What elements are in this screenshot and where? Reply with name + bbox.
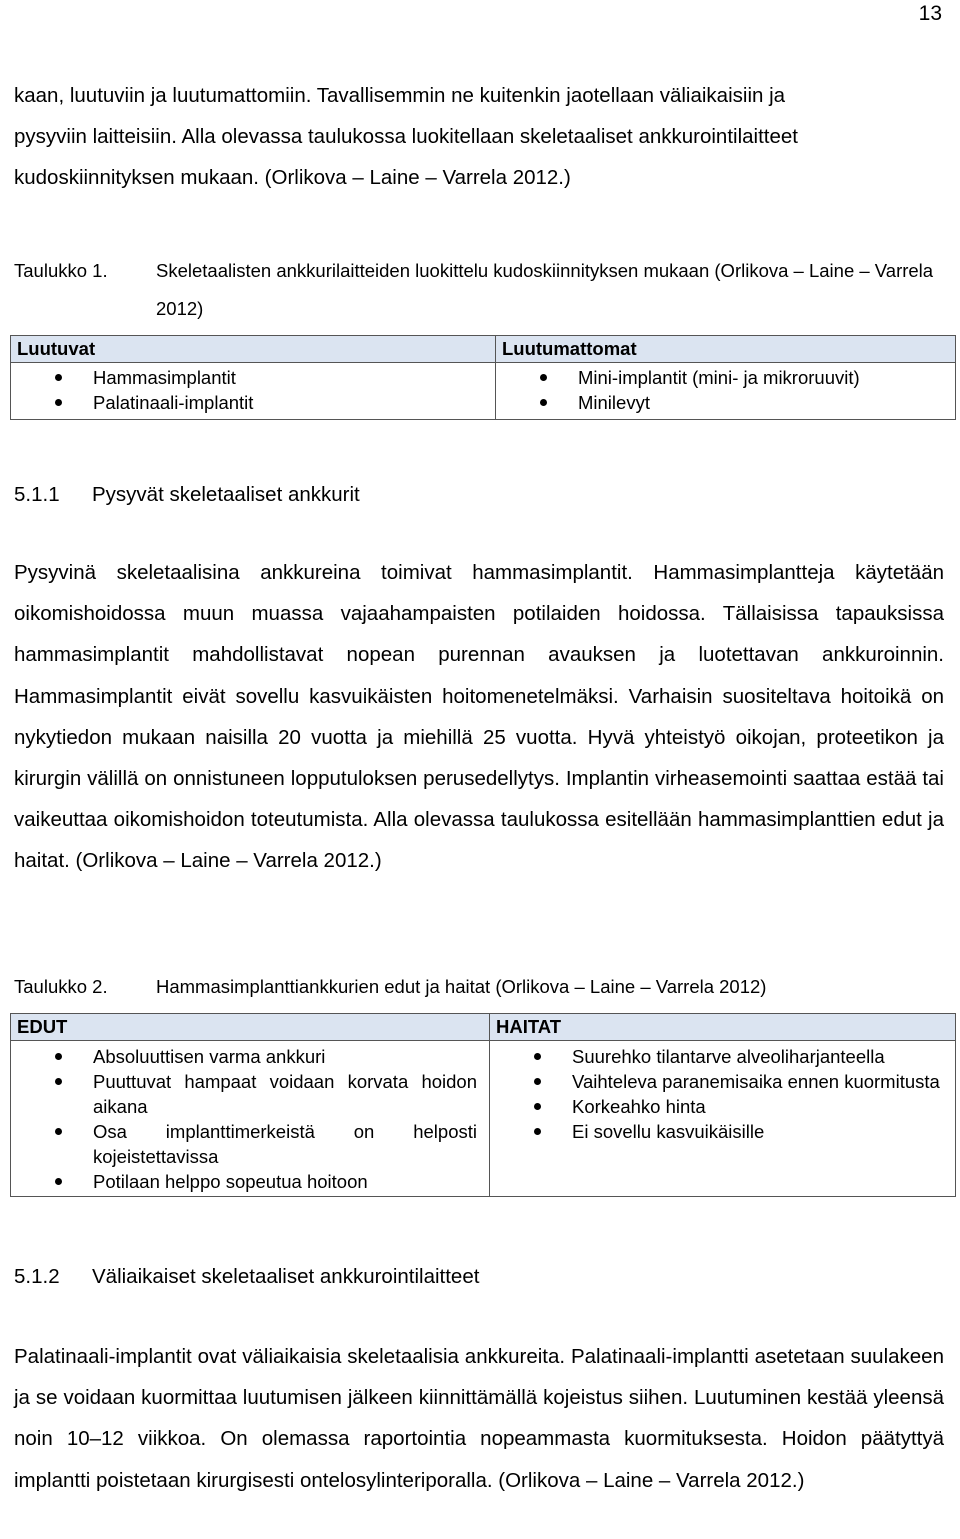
table1-caption (14, 252, 944, 328)
pros-cons-table (10, 1013, 956, 1197)
table1-item: Minilevyt (496, 390, 955, 415)
table1-cell-luutumattomat (496, 363, 956, 420)
table1-header-luutuvat: Luutuvat (11, 336, 496, 363)
table2-item: Ei sovellu kasvuikäisille (490, 1119, 955, 1144)
section-title: Pysyvät skeletaaliset ankkurit (92, 483, 360, 506)
intro-line-2: pysyviin laitteisiin. Alla olevassa taulukossa luokitellaan skeletaaliset ankkurointilaitteet (14, 125, 798, 149)
table2-cell-haitat (490, 1041, 956, 1197)
table2-header-edut: EDUT (11, 1014, 490, 1041)
section-heading-5-1-1 (14, 482, 360, 508)
table1-header-luutumattomat: Luutumattomat (496, 336, 956, 363)
table2-caption (14, 968, 944, 1006)
table1-caption-text: Skeletaalisten ankkurilaitteiden luokittelu kudoskiinnityksen mukaan (Orlikova – Laine – Varrela 2012) (156, 260, 934, 319)
intro-line-1: kaan, luutuviin ja luutumattomiin. Tavallisemmin ne kuitenkin jaotellaan väliaikaisiin ja (14, 84, 786, 107)
section-title: Väliaikaiset skeletaaliset ankkurointilaitteet (92, 1265, 480, 1288)
table2-item: Suurehko tilantarve alveoliharjanteella (490, 1044, 955, 1069)
classification-table (10, 335, 956, 420)
intro-line-3: kudoskiinnityksen mukaan. (Orlikova – Laine – Varrela 2012.) (14, 166, 571, 190)
table2-caption-text: Hammasimplanttiankkurien edut ja haitat (Orlikova – Laine – Varrela 2012) (156, 976, 767, 997)
table2-cell-edut (11, 1041, 490, 1197)
table2-header-haitat: HAITAT (490, 1014, 956, 1041)
intro-paragraph (14, 75, 944, 199)
table2-item: Absoluuttisen varma ankkuri (11, 1044, 489, 1069)
table1-item: Hammasimplantit (11, 365, 495, 390)
table2-item: Osa implanttimerkeistä on helposti kojeistettavissa (11, 1119, 489, 1169)
table1-caption-number: Taulukko 1. (14, 260, 108, 281)
page-number: 13 (918, 2, 942, 25)
table2-item: Vaihteleva paranemisaika ennen kuormitusta (490, 1069, 955, 1094)
section-heading-5-1-2 (14, 1264, 479, 1290)
section1-paragraph: Pysyvinä skeletaalisina ankkureina toimivat hammasimplantit. Hammasimplantteja käytetään oikomishoidossa muun muassa vajaahampaisten potilaiden hoidossa. Tällaisissa tapauksissa hammasimplantit mahdollistavat nopean purennan avauksen ja luotettavan ankkuroinnin. Hammasimplantit eivät sovellu kasvuikäisten hoitomenetelmäksi. Varhaisin suositeltava hoitoikä on nykytiedon mukaan naisilla 20 vuotta ja miehillä 25 vuotta. Hyvä yhteistyö oikojan, proteetikon ja kirurgin välillä on onnistuneen lopputuloksen perusedellytys. Implantin virheasemointi saattaa estää tai vaikeuttaa oikomishoidon toteutumista. Alla olevassa taulukossa esitellään hammasimplanttien edut ja haitat. (Orlikova – Laine – Varrela 2012.) (14, 561, 944, 873)
table1-item: Mini-implantit (mini- ja mikroruuvit) (496, 365, 955, 390)
section-number: 5.1.2 (14, 1265, 60, 1288)
table2-caption-number: Taulukko 2. (14, 976, 108, 997)
section2-paragraph: Palatinaali-implantit ovat väliaikaisia skeletaalisia ankkureita. Palatinaali-implantti asetetaan suulakeen ja se voidaan kuormittaa luutumisen jälkeen kiinnittämällä kojeistus siihen. Luutuminen kestää yleensä noin 10–12 viikkoa. On olemassa raportointia nopeammasta kuormituksesta. Hoidon päätyttyä implantti poistetaan kirurgisesti ontelosylinteriporalla. (Orlikova – Laine – Varrela 2012.) (14, 1345, 944, 1492)
table2-item: Puuttuvat hampaat voidaan korvata hoidon aikana (11, 1069, 489, 1119)
table1-cell-luutuvat (11, 363, 496, 420)
table2-item: Potilaan helppo sopeutua hoitoon (11, 1169, 489, 1194)
table1-item: Palatinaali-implantit (11, 390, 495, 415)
table2-item: Korkeahko hinta (490, 1094, 955, 1119)
section-number: 5.1.1 (14, 483, 60, 506)
